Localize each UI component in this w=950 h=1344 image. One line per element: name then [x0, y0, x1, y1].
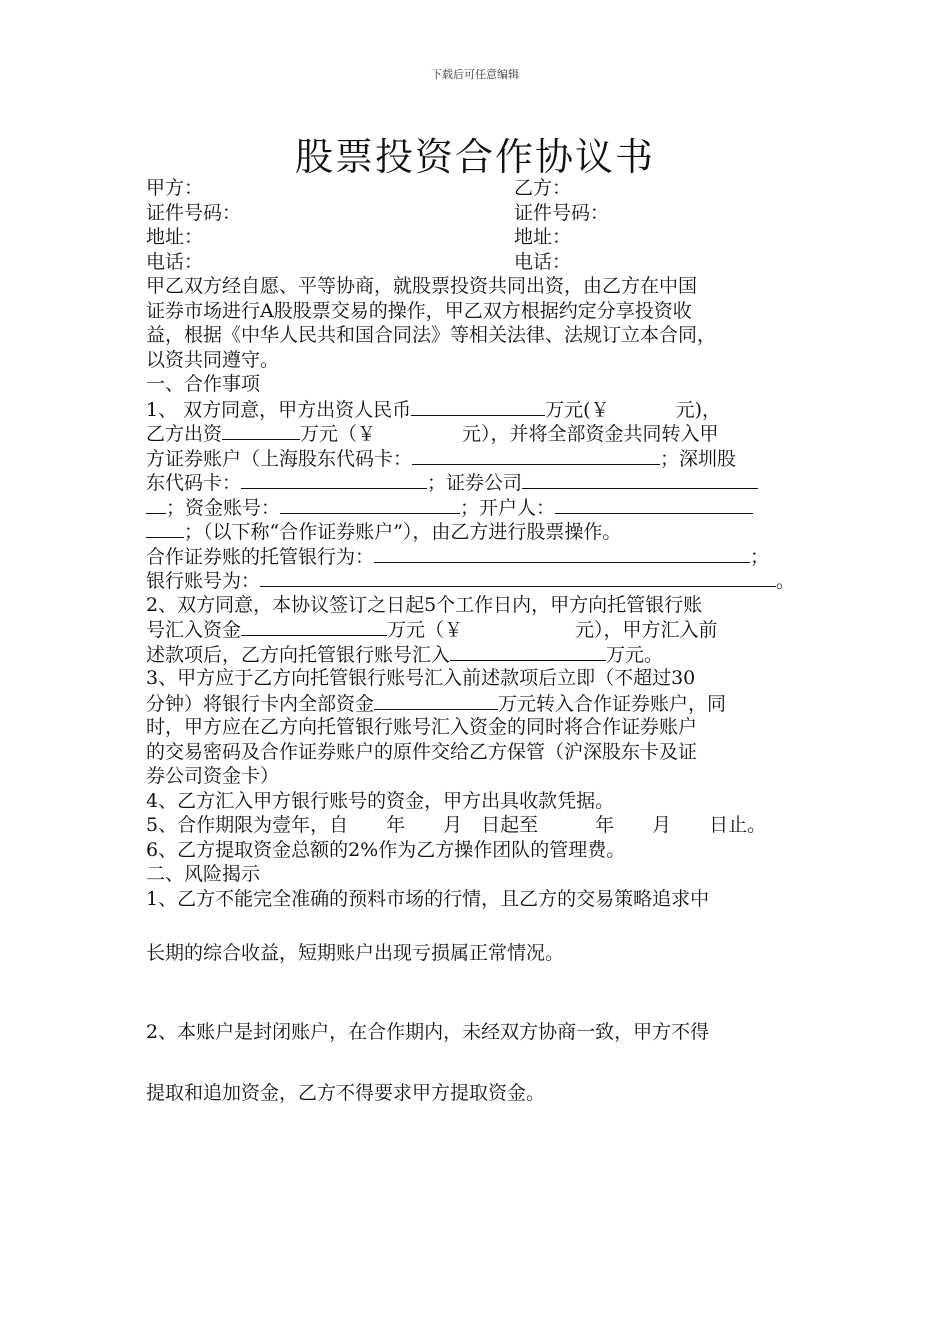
party-a-id-label: 证件号码： [146, 201, 242, 224]
section-1-heading: 一、合作事项 [146, 373, 261, 395]
clause-2-line-1: 2、双方同意，本协议签订之日起5个工作日内，甲方向托管银行账 [146, 593, 703, 616]
clause-text: 万元。 [606, 643, 664, 666]
clause-1-line-5 [146, 495, 816, 520]
clause-1-line-7 [146, 544, 816, 569]
shanghai-code-blank[interactable] [412, 446, 660, 465]
clause-text: 方证券账户（上海股东代码卡： [146, 447, 413, 470]
amount-blank[interactable] [450, 642, 606, 661]
clause-3-line-3: 时，甲方应在乙方向托管银行账号汇入资金的同时将合作证券账户 [146, 716, 698, 738]
clause-text: ；开户人： [460, 496, 556, 519]
document-body [146, 176, 816, 1124]
clause-text: 号汇入资金 [146, 619, 242, 641]
securities-company-blank-cont[interactable] [146, 495, 166, 514]
clause-3-line-4: 的交易密码及合作证券账户的原件交给乙方保管（沪深股东卡及证 [146, 740, 698, 763]
preamble-line: 益，根据《中华人民共和国合同法》等相关法律、法规订立本合同， [146, 324, 717, 346]
clause-4: 4、乙方汇入甲方银行账号的资金，甲方出具收款凭据。 [146, 789, 615, 812]
amount-blank[interactable] [374, 691, 498, 710]
clause-3-line-1: 3、甲方应于乙方向托管银行账号汇入前述款项后立即（不超过30 [146, 667, 696, 689]
amount-blank[interactable] [241, 617, 387, 636]
clause-1-line-1 [146, 397, 816, 422]
clause-text: ；证券公司 [427, 472, 523, 494]
securities-company-blank[interactable] [522, 470, 758, 489]
clause-5: 5、合作期限为壹年，自 年 月 日起至 年 月 日止。 [146, 814, 767, 836]
party-a-label: 甲方： [146, 177, 204, 199]
preamble-line: 证券市场进行A股股票交易的操作，甲乙双方根据约定分享投资收 [146, 299, 692, 322]
party-name-row [146, 176, 816, 201]
clause-1-line-4 [146, 470, 816, 495]
clause-1-line-2 [146, 421, 816, 446]
clause-2-line-2 [146, 617, 816, 642]
clause-text: 银行账号为： [146, 570, 261, 592]
clause-text: ；资金账号： [166, 496, 281, 519]
clause-text: ； [750, 545, 770, 568]
party-address-row [146, 225, 816, 250]
clause-1-line-8 [146, 568, 816, 593]
clause-text: 万元转入合作证券账户，同 [498, 692, 727, 715]
clause-text: ；（以下称“合作证券账户”），由乙方进行股票操作。 [184, 521, 622, 543]
clause-6: 6、乙方提取资金总额的2%作为乙方操作团队的管理费。 [146, 838, 626, 861]
clause-3-line-2 [146, 691, 816, 716]
clause-3-line-5: 券公司资金卡） [146, 765, 280, 787]
risk-1-line-1: 1、乙方不能完全准确的预料市场的行情，且乙方的交易策略追求中 [146, 887, 710, 910]
party-b-address-label: 地址： [514, 226, 572, 248]
preamble-line: 以资共同遵守。 [146, 348, 280, 371]
clause-1-line-6 [146, 519, 816, 544]
clause-text: ；深圳股 [660, 447, 737, 470]
custodian-bank-blank[interactable] [374, 544, 750, 563]
clause-2-line-3 [146, 642, 816, 667]
clause-text: 元），并将全部资金共同转入甲 [462, 423, 719, 445]
document-title: 股票投资合作协议书 [294, 135, 655, 179]
amount-blank[interactable] [411, 397, 545, 416]
clause-text: 元），甲方汇入前 [575, 619, 718, 641]
party-id-row [146, 201, 816, 226]
clause-text: 合作证券账的托管银行为： [146, 545, 375, 568]
paragraph-gap [146, 984, 816, 1002]
clause-text: 分钟）将银行卡内全部资金 [146, 692, 375, 715]
clause-text: 元)， [675, 398, 721, 421]
risk-1-line-2: 长期的综合收益，短期账户出现亏损属正常情况。 [146, 941, 565, 964]
clause-text: 。 [776, 570, 796, 592]
risk-2-line-2: 提取和追加资金，乙方不得要求甲方提取资金。 [146, 1081, 546, 1104]
party-b-phone-label: 电话： [514, 250, 572, 273]
clause-text: 述款项后，乙方向托管银行账号汇入 [146, 643, 451, 666]
amount-blank[interactable] [222, 421, 300, 440]
clause-text: 万元（￥ [300, 423, 377, 445]
clause-text: 万元(￥ [545, 398, 610, 421]
account-holder-blank-cont[interactable] [146, 519, 184, 538]
preamble-line: 甲乙双方经自愿、平等协商，就股票投资共同出资，由乙方在中国 [146, 275, 698, 297]
shenzhen-code-blank[interactable] [241, 470, 427, 489]
clause-text: 乙方出资 [146, 423, 223, 445]
party-b-label: 乙方： [514, 177, 572, 199]
bank-account-blank[interactable] [260, 568, 776, 587]
party-a-phone-label: 电话： [146, 250, 204, 273]
clause-text: 万元（￥ [387, 619, 464, 641]
clause-text: 1、 双方同意，甲方出资人民币 [146, 398, 412, 421]
clause-1-line-3 [146, 446, 816, 471]
header-note: 下载后可任意编辑 [431, 68, 519, 81]
risk-2-line-1: 2、本账户是封闭账户，在合作期内，未经双方协商一致，甲方不得 [146, 1020, 710, 1043]
section-2-heading: 二、风险揭示 [146, 863, 261, 885]
party-b-id-label: 证件号码： [514, 201, 610, 224]
fund-account-blank[interactable] [280, 495, 460, 514]
party-a-address-label: 地址： [146, 226, 204, 248]
clause-text: 东代码卡： [146, 472, 242, 494]
account-holder-blank[interactable] [555, 495, 753, 514]
party-phone-row [146, 250, 816, 275]
